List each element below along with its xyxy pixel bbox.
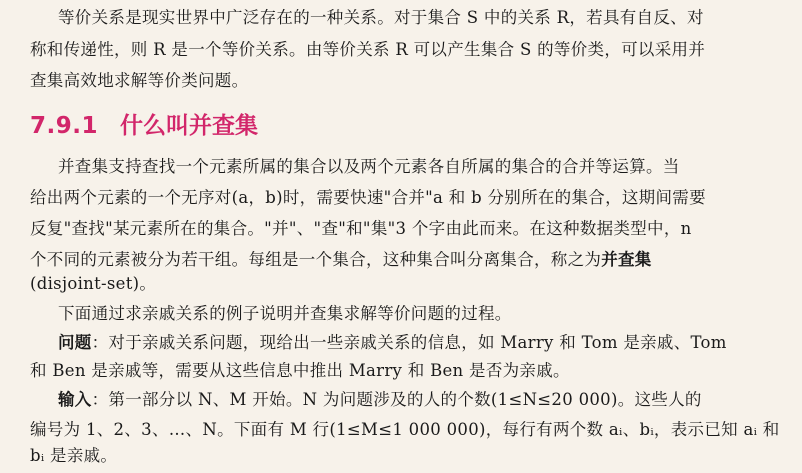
intro-line-2: 称和传递性，则 R 是一个等价关系。由等价关系 R 可以产生集合 S 的等价类，可以采用并 xyxy=(30,40,706,59)
intro-line-1: 等价关系是现实世界中广泛存在的一种关系。对于集合 S 中的关系 R，若具有自反、对 xyxy=(58,8,704,27)
problem-text-1: ：对于亲戚关系问题，现给出一些亲戚关系的信息，如 Marry 和 Tom 是亲戚、Tom xyxy=(91,333,727,352)
problem-line-2: 和 Ben 是亲戚等，需要从这些信息中推出 Marry 和 Ben 是否为亲戚。 xyxy=(30,361,570,380)
para2-line-1: 下面通过求亲戚关系的例子说明并查集求解等价问题的过程。 xyxy=(58,304,512,323)
input-line-1 xyxy=(58,390,702,410)
para1-line-4 xyxy=(30,250,652,270)
section-title: 什么叫并查集 xyxy=(120,113,258,139)
para1-line-1: 并查集支持查找一个元素所属的集合以及两个元素各自所属的集合的合并等运算。当 xyxy=(58,157,680,176)
term-disjoint-set: 并查集 xyxy=(601,250,652,269)
input-label: 输入 xyxy=(58,390,92,409)
para1-line-4-text: 个不同的元素被分为若干组。每组是一个集合，这种集合叫分离集合，称之为 xyxy=(30,250,602,269)
problem-line-1 xyxy=(58,333,727,353)
input-line-3: bᵢ 是亲戚。 xyxy=(30,446,118,465)
section-heading xyxy=(30,111,258,141)
section-number: 7.9.1 xyxy=(30,113,98,139)
para1-line-3: 反复"查找"某元素所在的集合。"并"、"查"和"集"3 个字由此而来。在这种数据类型中，n xyxy=(30,219,692,238)
para1-line-5: (disjoint-set)。 xyxy=(30,274,157,293)
intro-line-3: 查集高效地求解等价类问题。 xyxy=(30,71,249,90)
input-line-2: 编号为 1、2、3、…、N。下面有 M 行(1≤M≤1 000 000)，每行有两个数 aᵢ、bᵢ，表示已知 aᵢ 和 xyxy=(30,420,780,439)
para1-line-2: 给出两个元素的一个无序对(a，b)时，需要快速"合并"a 和 b 分别所在的集合，这期间需要 xyxy=(30,188,706,207)
input-text-1: ：第一部分以 N、M 开始。N 为问题涉及的人的个数(1≤N≤20 000)。这些人的 xyxy=(91,390,702,409)
problem-label: 问题 xyxy=(58,333,92,352)
